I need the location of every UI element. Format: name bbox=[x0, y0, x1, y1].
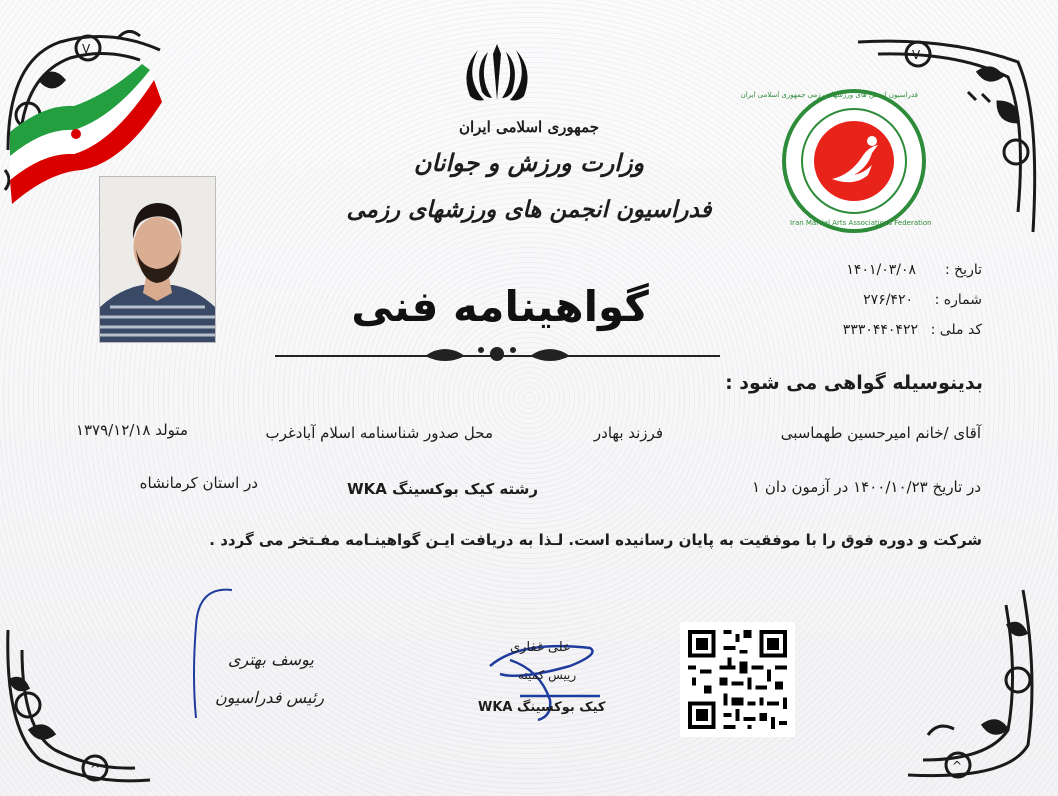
issue-place: محل صدور شناسنامه اسلام آبادغرب bbox=[265, 424, 493, 442]
completion-statement: شرکت و دوره فوق را با موفقیت به پایان رسانیده است. لـذا به دریافت ایـن گواهینـامه مفـتخر می گردد . bbox=[209, 531, 982, 549]
exam-date: در تاریخ ۱۴۰۰/۱۰/۲۳ در آزمون دان ۱ bbox=[751, 478, 981, 496]
president-title: رئیس فدراسیون bbox=[215, 688, 324, 707]
certificate-title: گواهینامه فنی bbox=[351, 282, 649, 331]
corner-ornament-bottom-left bbox=[0, 610, 160, 790]
date-label: تاریخ : bbox=[944, 262, 982, 278]
holder-name: آقای /خانم امیرحسین طهماسبی bbox=[780, 424, 981, 442]
republic-heading: جمهوری اسلامی ایران bbox=[458, 118, 600, 136]
province: در استان کرمانشاه bbox=[139, 474, 258, 492]
logo-english-text: Iran Martial Arts Associations Federation bbox=[790, 219, 932, 227]
qr-code bbox=[680, 622, 795, 737]
svg-text:V: V bbox=[82, 42, 91, 56]
iran-emblem-icon bbox=[462, 40, 532, 102]
birth-date: متولد ۱۳۷۹/۱۲/۱۸ bbox=[75, 421, 188, 439]
number-label: شماره : bbox=[934, 292, 982, 308]
committee-title: رییس کمیته bbox=[518, 668, 577, 682]
logo-arc-text: فدراسیون انجمن های ورزشهای رزمی جمهوری اسلامی ایران bbox=[740, 91, 918, 99]
federation-logo-graphic bbox=[740, 87, 932, 235]
svg-text:^: ^ bbox=[952, 759, 963, 773]
national-code-label: کد ملی : bbox=[930, 322, 982, 338]
ministry-heading: وزارت ورزش و جوانان bbox=[413, 148, 645, 177]
corner-ornament-bottom-right bbox=[888, 585, 1058, 790]
father-name: فرزند بهادر bbox=[593, 424, 663, 442]
qr-code-icon bbox=[680, 622, 795, 737]
federation-heading: فدراسیون انجمن های ورزشهای رزمی bbox=[346, 196, 712, 223]
svg-text:^: ^ bbox=[90, 762, 101, 776]
number-value: ۲۷۶/۴۲۰ bbox=[863, 292, 913, 308]
president-name: یوسف بهتری bbox=[228, 650, 314, 669]
sport-field: رشته کیک بوکسینگ WKA bbox=[347, 480, 538, 498]
title-divider-ornament bbox=[275, 340, 720, 366]
intro-text: بدینوسیله گواهی می شود : bbox=[725, 372, 983, 394]
federation-logo bbox=[740, 87, 932, 235]
national-code-value: ۳۳۳۰۴۴۰۴۲۲ bbox=[842, 322, 918, 338]
svg-text:V: V bbox=[912, 48, 921, 62]
committee-name: علی غفاری bbox=[510, 640, 571, 655]
date-value: ۱۴۰۱/۰۳/۰۸ bbox=[846, 262, 916, 278]
committee-field: کیک بوکسینگ WKA bbox=[478, 700, 606, 715]
